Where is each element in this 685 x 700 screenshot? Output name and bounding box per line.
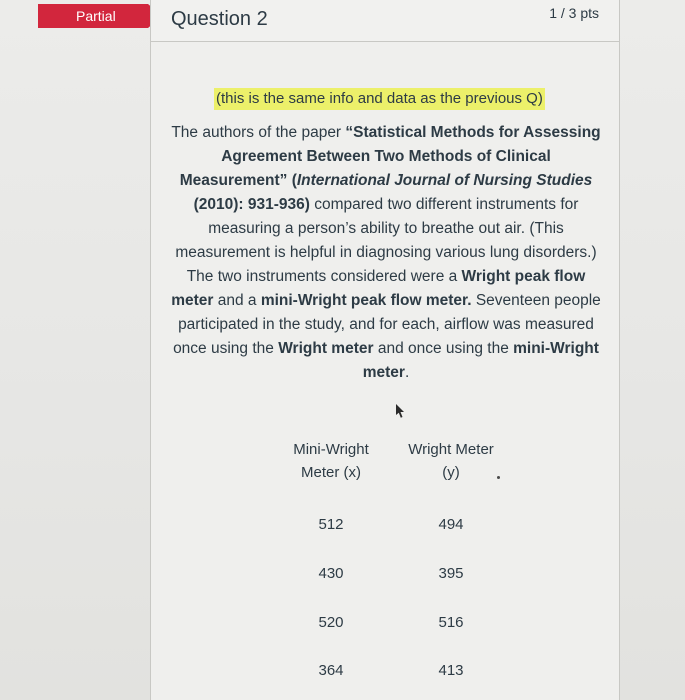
- column-header-line: (y): [442, 464, 460, 481]
- question-header: [150, 0, 620, 42]
- column-header-line: Meter (x): [301, 464, 361, 481]
- table-cell-x: 512: [318, 516, 344, 533]
- stray-dot: [497, 476, 500, 479]
- paragraph-run: Wright peak flow meter: [171, 268, 586, 309]
- column-header-line: Mini-Wright: [293, 441, 369, 458]
- table-cell-y: 395: [438, 565, 464, 582]
- question-body: [150, 42, 620, 700]
- paragraph-run: International Journal of Nursing Studies: [296, 172, 593, 189]
- paragraph-run: Seventeen people participated in the study, and for each, airflow was measured once using the: [173, 292, 601, 357]
- question-paragraph: [171, 121, 601, 385]
- partial-badge: [38, 4, 148, 28]
- paragraph-run: mini-Wright peak flow meter.: [260, 292, 472, 309]
- table-cell-y: 516: [438, 614, 464, 631]
- column-header-line: Wright Meter: [408, 441, 494, 458]
- paragraph-run: compared two different instruments for measuring a person’s ability to breathe out air. (This measurement is helpful in diagnosing various lung disorders.) The two instruments considered were a: [175, 196, 597, 285]
- table-cell-x: 520: [318, 614, 344, 631]
- paragraph-run: Wright meter: [278, 340, 374, 357]
- table-cell-y: 494: [438, 516, 464, 533]
- question-title: Question 2: [171, 8, 268, 30]
- paragraph-run: .: [404, 364, 410, 381]
- question-points: 1 / 3 pts: [549, 5, 599, 21]
- paragraph-run: “Statistical Methods for Assessing Agreement Between Two Methods of Clinical Measurement” (: [179, 124, 601, 189]
- paragraph-run: The authors of the paper: [171, 124, 346, 141]
- column-header-wright: [391, 438, 511, 484]
- mouse-cursor-icon: [394, 404, 406, 418]
- partial-badge-label: Partial: [76, 8, 116, 24]
- column-header-mini-wright: [271, 438, 391, 484]
- paragraph-run: and once using the: [373, 340, 514, 357]
- table-cell-x: 430: [318, 565, 344, 582]
- highlighted-note: (this is the same info and data as the previous Q): [214, 88, 545, 110]
- question-header-row: [0, 0, 685, 42]
- table-cell-y: 413: [438, 662, 464, 679]
- paragraph-run: and a: [213, 292, 261, 309]
- paragraph-run: mini-Wright meter: [362, 340, 599, 381]
- paragraph-run: (2010): 931-936): [193, 196, 310, 213]
- table-cell-x: 364: [318, 662, 344, 679]
